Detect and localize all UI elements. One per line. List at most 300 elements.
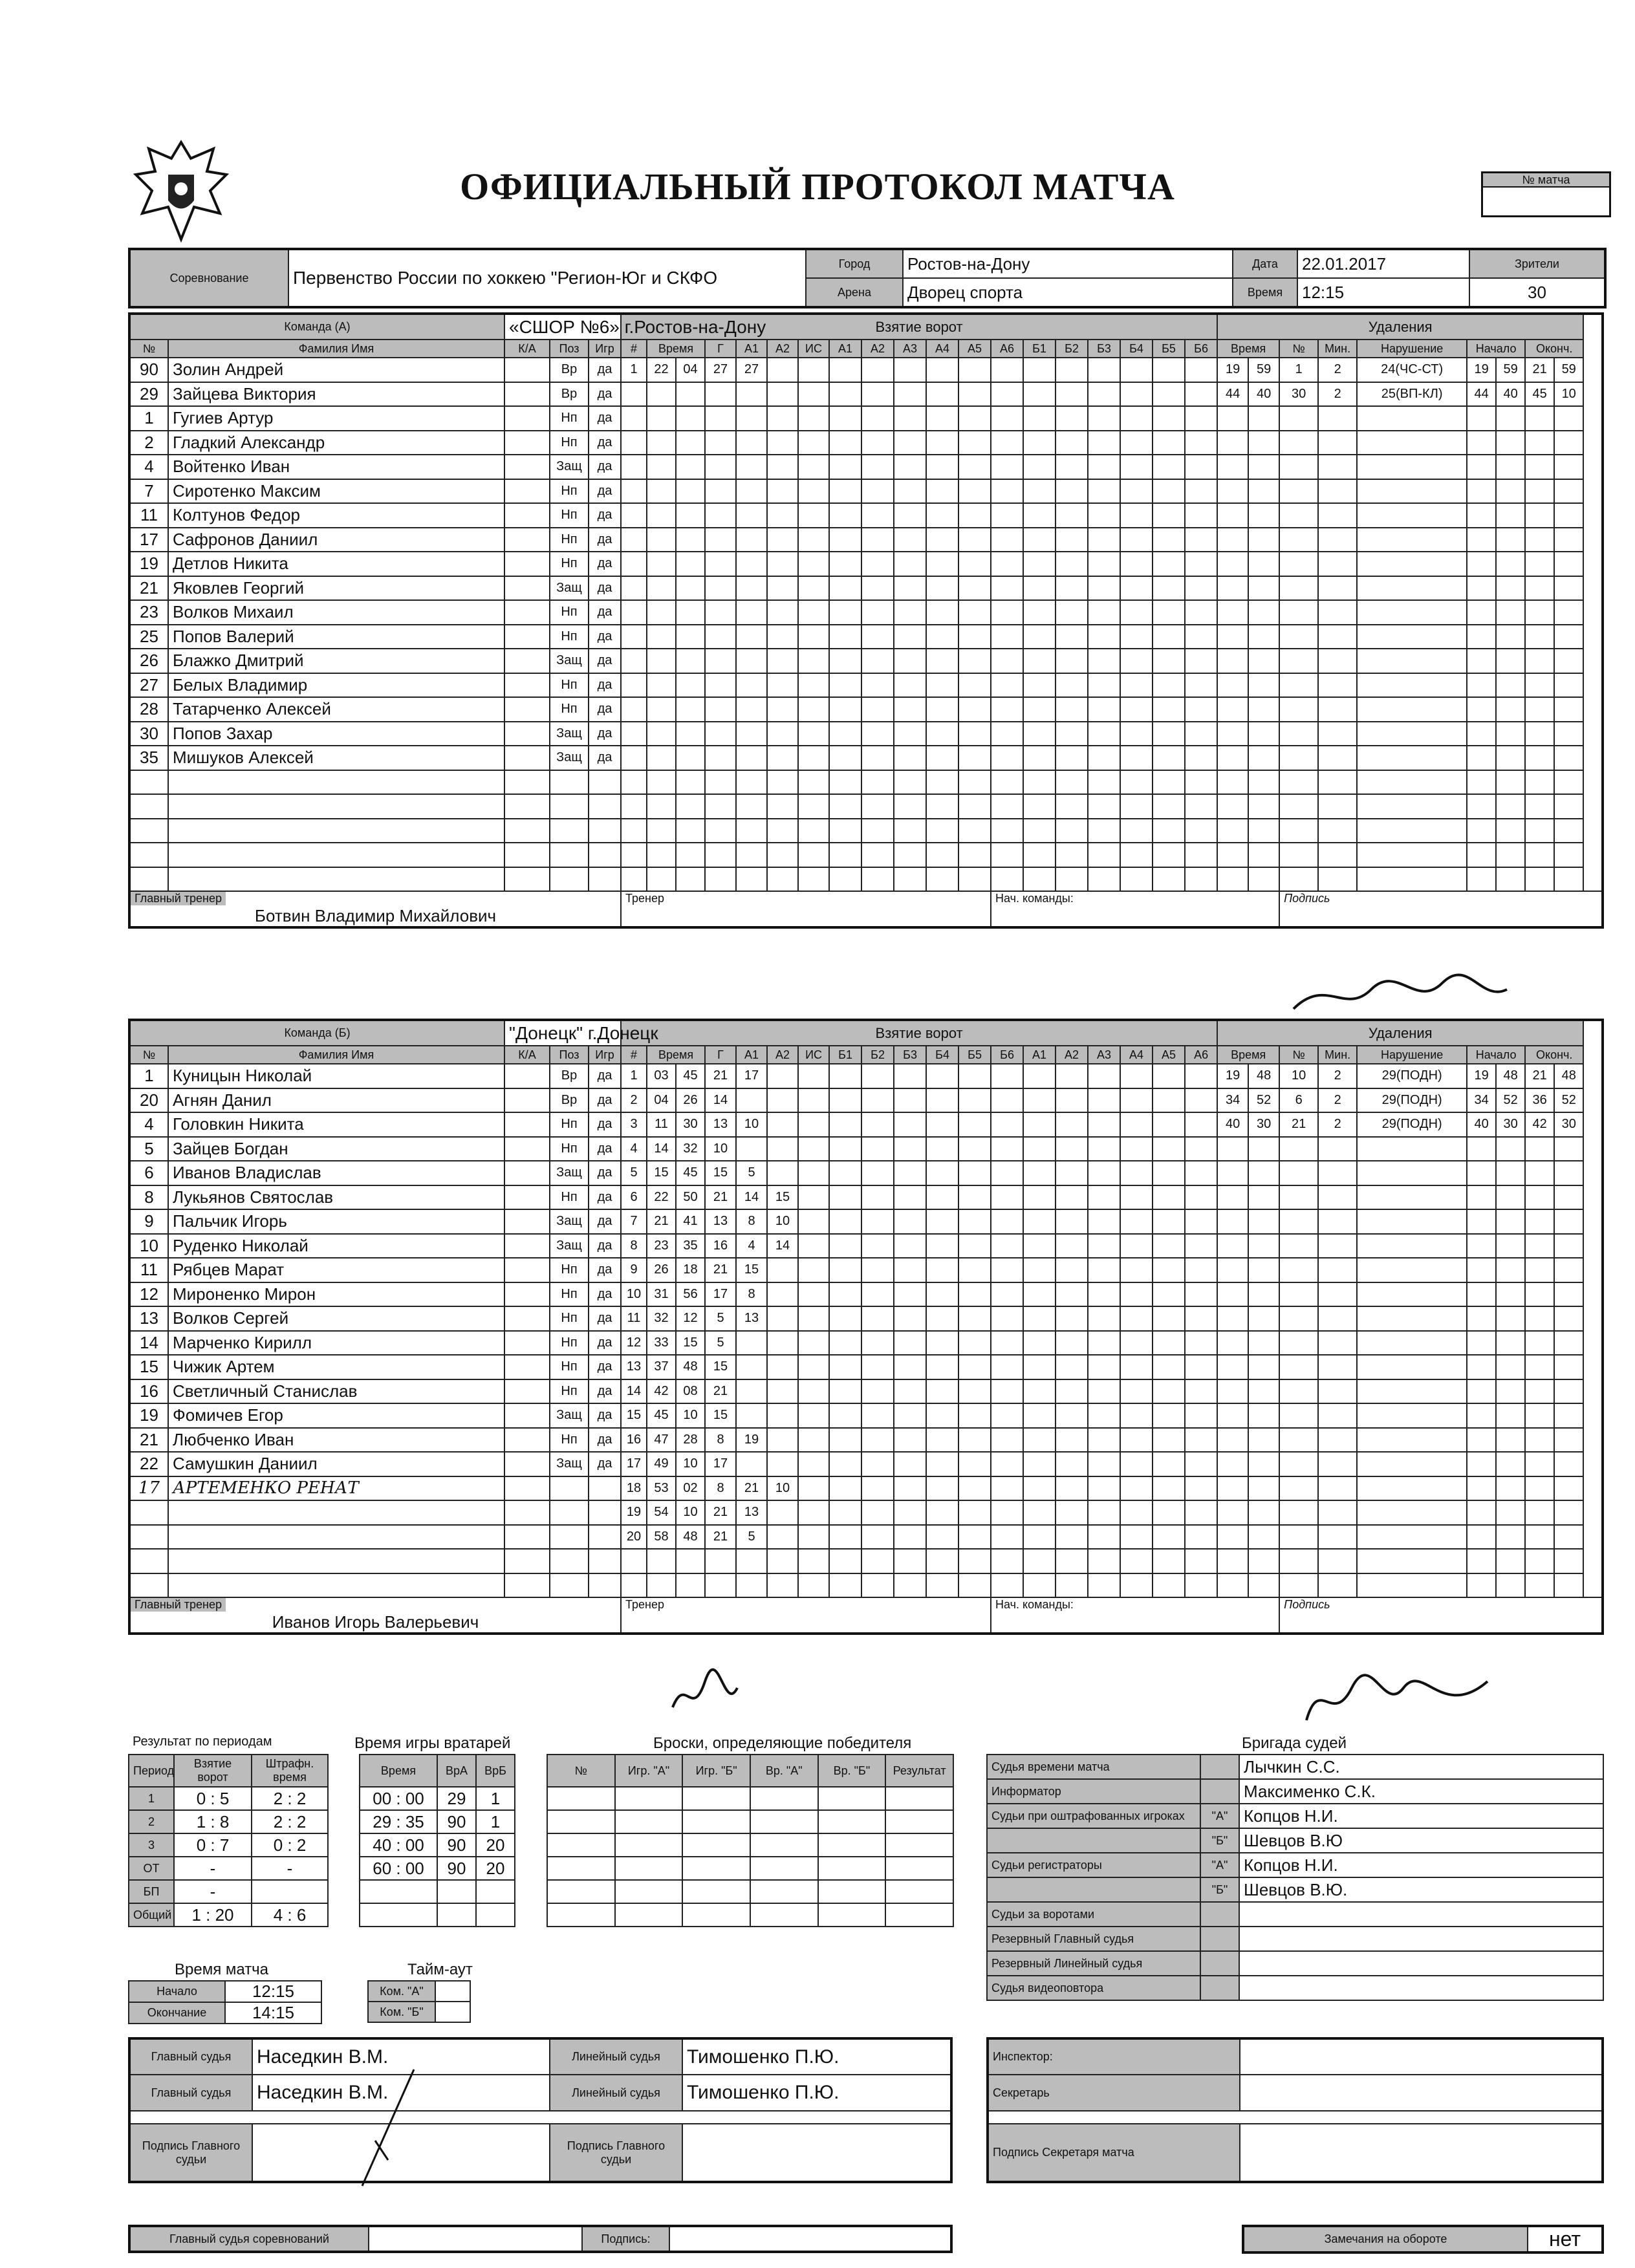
pen-player: [1279, 1331, 1318, 1355]
pen-min: [1217, 1234, 1248, 1258]
goal-no: 7: [621, 1209, 647, 1234]
pen-min: [1217, 1306, 1248, 1331]
col-onice-8: А3: [1088, 1046, 1120, 1064]
match-end-label: Окончание: [129, 2002, 225, 2024]
pen-min: [1217, 406, 1248, 431]
pen-start-min: 34: [1467, 1088, 1496, 1113]
pen-sec: [1248, 406, 1279, 431]
pen-player: [1279, 1428, 1318, 1453]
pen-player: [1279, 1573, 1318, 1598]
player-name: [168, 867, 504, 892]
pen-end-min: [1525, 770, 1554, 795]
periods-title: Результат по периодам: [133, 1734, 272, 1749]
pen-sec: [1248, 843, 1279, 867]
team_b-chief-label: Нач. команды:: [991, 1597, 1279, 1634]
goal-a2: [767, 1549, 798, 1573]
referee-name: [1239, 1902, 1603, 1927]
pen-end-sec: [1554, 431, 1583, 455]
pen-start-min: [1467, 770, 1496, 795]
player-name: [168, 843, 504, 867]
team_a-goals-header: Взятие ворот: [621, 314, 1217, 340]
match-time-table: [128, 1980, 322, 2024]
goal-scorer: [705, 528, 736, 552]
pen-end-sec: [1554, 746, 1583, 770]
pen-start-sec: [1496, 1137, 1525, 1161]
pen-violation: [1357, 1525, 1467, 1550]
pen-start-min: [1467, 406, 1496, 431]
pen-end-min: [1525, 1476, 1554, 1501]
goal-a1: [736, 431, 767, 455]
goal-a2: [767, 1500, 798, 1525]
col-pen-end: Оконч.: [1525, 1046, 1583, 1064]
goal-no: 18: [621, 1476, 647, 1501]
main-ref-value-2: Наседкин В.М.: [252, 2075, 550, 2111]
pen-end-sec: [1554, 673, 1583, 698]
player-no: 9: [129, 1209, 168, 1234]
goal-no: 6: [621, 1185, 647, 1210]
col-name: Фамилия Имя: [168, 1046, 504, 1064]
team_b-name: "Донецк" г.Донецк: [504, 1020, 621, 1046]
player-igr: да: [589, 1185, 621, 1210]
pen-min: [1217, 673, 1248, 698]
goalie-a: 90: [437, 1833, 476, 1857]
pen-end-min: [1525, 479, 1554, 504]
pen-violation: 25(ВП-КЛ): [1357, 382, 1467, 407]
pen-end-sec: 10: [1554, 382, 1583, 407]
col-pen-no: №: [1279, 1046, 1318, 1064]
pen-start-sec: [1496, 528, 1525, 552]
pen-min: [1217, 431, 1248, 455]
player-name: Фомичев Егор: [168, 1403, 504, 1428]
team_b-penalties-header: Удаления: [1217, 1020, 1583, 1046]
col-onice-2: А3: [894, 340, 926, 358]
goal-scorer: 15: [705, 1355, 736, 1379]
goal-sec: 45: [676, 1161, 705, 1185]
table-row: [360, 1833, 515, 1857]
pen-sec: [1248, 746, 1279, 770]
table-row: [129, 843, 1603, 867]
player-igr: да: [589, 1452, 621, 1476]
goalie-time: 60 : 00: [360, 1857, 437, 1880]
goal-a2: [767, 1403, 798, 1428]
goal-no: 4: [621, 1137, 647, 1161]
goal-scorer: [705, 406, 736, 431]
goal-sec: 10: [676, 1452, 705, 1476]
player-name: Детлов Никита: [168, 552, 504, 576]
col-onice-6: А1: [1023, 1046, 1056, 1064]
pen-end-sec: [1554, 479, 1583, 504]
pen-start-sec: 40: [1496, 382, 1525, 407]
pen-end-sec: [1554, 552, 1583, 576]
pen-end-min: [1525, 528, 1554, 552]
player-igr: да: [589, 358, 621, 382]
goalie-b: 1: [476, 1810, 515, 1833]
goal-scorer: [705, 770, 736, 795]
pen-min: [1217, 600, 1248, 625]
player-igr: да: [589, 576, 621, 601]
officials-table: [128, 2037, 953, 2183]
table-row: [360, 1787, 515, 1810]
pen-end-min: [1525, 843, 1554, 867]
team_a-name: «СШОР №6» г.Ростов-на-Дону: [504, 314, 621, 340]
pen-start-sec: [1496, 431, 1525, 455]
col-pos: Поз: [550, 340, 589, 358]
pen-minutes: [1318, 697, 1357, 722]
period-goals: 0 : 7: [174, 1833, 252, 1857]
pen-start-min: [1467, 673, 1496, 698]
goal-sec: [676, 382, 705, 407]
team_a-trainer-label: Тренер: [621, 891, 991, 927]
pen-start-min: [1467, 625, 1496, 649]
pen-minutes: [1318, 1452, 1357, 1476]
pen-violation: [1357, 794, 1467, 819]
pen-violation: [1357, 1306, 1467, 1331]
col-onice-4: А5: [958, 340, 991, 358]
pen-min: [1217, 1355, 1248, 1379]
goal-a1: 15: [736, 1258, 767, 1282]
table-row: [129, 1903, 328, 1927]
pen-end-sec: [1554, 1379, 1583, 1404]
goal-scorer: 21: [705, 1258, 736, 1282]
referee-role: Судья времени матча: [987, 1755, 1200, 1779]
pen-start-sec: [1496, 1452, 1525, 1476]
player-igr: да: [589, 406, 621, 431]
pen-end-sec: [1554, 1355, 1583, 1379]
competition-label: Соревнование: [129, 249, 288, 307]
goal-no: [621, 431, 647, 455]
team_b-goals-header: Взятие ворот: [621, 1020, 1217, 1046]
pen-violation: [1357, 431, 1467, 455]
goal-scorer: [705, 649, 736, 673]
goal-sec: [676, 673, 705, 698]
col-a2: А2: [767, 340, 798, 358]
pen-player: [1279, 746, 1318, 770]
goal-a2: [767, 479, 798, 504]
goal-min: [647, 406, 676, 431]
period-penalties: 0 : 2: [252, 1833, 328, 1857]
goal-no: 16: [621, 1428, 647, 1453]
pen-end-min: [1525, 1161, 1554, 1185]
team_a-penalties-header: Удаления: [1217, 314, 1583, 340]
pen-sec: [1248, 867, 1279, 892]
line-ref-value-1: Тимошенко П.Ю.: [682, 2038, 951, 2075]
date-value: 22.01.2017: [1297, 249, 1469, 278]
pen-violation: [1357, 746, 1467, 770]
referee-role: Судьи регистраторы: [987, 1853, 1200, 1877]
time-label: Время: [1233, 278, 1297, 307]
goal-no: 12: [621, 1331, 647, 1355]
pen-violation: [1357, 1403, 1467, 1428]
pen-minutes: [1318, 746, 1357, 770]
shootout-col-1: Игр. "А": [615, 1755, 683, 1787]
goalie-time: [360, 1880, 437, 1903]
pen-violation: 29(ПОДН): [1357, 1088, 1467, 1113]
pen-min: [1217, 479, 1248, 504]
period-goals: -: [174, 1880, 252, 1903]
goal-a1: [736, 576, 767, 601]
pen-end-sec: [1554, 1137, 1583, 1161]
pen-sec: [1248, 673, 1279, 698]
table-row: [129, 1088, 1603, 1113]
player-no: 26: [129, 649, 168, 673]
player-pos: Нп: [550, 625, 589, 649]
goal-scorer: [705, 819, 736, 843]
goal-sec: 30: [676, 1112, 705, 1137]
pen-sec: [1248, 600, 1279, 625]
player-no: 17: [129, 528, 168, 552]
col-pen-no: №: [1279, 340, 1318, 358]
goalie-time: 00 : 00: [360, 1787, 437, 1810]
line-ref-label-1: Линейный судья: [550, 2038, 682, 2075]
pen-end-min: 36: [1525, 1088, 1554, 1113]
player-igr: да: [589, 503, 621, 528]
player-name: [168, 819, 504, 843]
pen-end-sec: [1554, 455, 1583, 479]
pen-start-min: [1467, 794, 1496, 819]
pen-player: [1279, 697, 1318, 722]
goal-no: [621, 455, 647, 479]
pen-start-sec: [1496, 552, 1525, 576]
player-igr: [589, 1549, 621, 1573]
timeout-title: Тайм-аут: [407, 1961, 473, 1978]
pen-start-sec: [1496, 722, 1525, 746]
player-igr: да: [589, 697, 621, 722]
col-goal-no: #: [621, 1046, 647, 1064]
pen-minutes: [1318, 1161, 1357, 1185]
pen-end-min: [1525, 697, 1554, 722]
referee-team: [1200, 1976, 1239, 2000]
col-onice-5: А6: [991, 340, 1023, 358]
table-row: [129, 1209, 1603, 1234]
pen-violation: [1357, 1428, 1467, 1453]
pen-minutes: [1318, 528, 1357, 552]
pen-min: 19: [1217, 358, 1248, 382]
period-goals: 0 : 5: [174, 1787, 252, 1810]
table-row: [129, 1880, 328, 1903]
col-a1: А1: [736, 1046, 767, 1064]
player-pos: [550, 770, 589, 795]
match-end-value: 14:15: [225, 2002, 321, 2024]
goal-a2: 14: [767, 1234, 798, 1258]
referee-team: "А": [1200, 1853, 1239, 1877]
pen-min: [1217, 722, 1248, 746]
referee-team: [1200, 1951, 1239, 1976]
player-igr: да: [589, 722, 621, 746]
table-row: [129, 1161, 1603, 1185]
player-name: Войтенко Иван: [168, 455, 504, 479]
player-pos: Нп: [550, 1379, 589, 1404]
col-pen-time: Время: [1217, 1046, 1279, 1064]
pen-start-sec: [1496, 867, 1525, 892]
player-name: [168, 1500, 504, 1525]
goal-a2: [767, 843, 798, 867]
pen-end-sec: [1554, 649, 1583, 673]
goalie-time-table: [359, 1754, 515, 1927]
pen-start-sec: [1496, 1234, 1525, 1258]
goal-sec: [676, 746, 705, 770]
col-pen-start: Начало: [1467, 1046, 1525, 1064]
pen-start-sec: [1496, 1403, 1525, 1428]
pen-min: [1217, 1525, 1248, 1550]
pen-end-min: [1525, 746, 1554, 770]
goal-a2: 10: [767, 1209, 798, 1234]
goal-min: 45: [647, 1403, 676, 1428]
table-row: [129, 722, 1603, 746]
pen-minutes: [1318, 794, 1357, 819]
goal-scorer: 14: [705, 1088, 736, 1113]
goal-scorer: 10: [705, 1137, 736, 1161]
player-igr: [589, 819, 621, 843]
pen-start-sec: 48: [1496, 1064, 1525, 1088]
goal-sec: [676, 600, 705, 625]
periods-col-period: Период: [129, 1755, 174, 1787]
goal-a1: [736, 770, 767, 795]
player-igr: [589, 843, 621, 867]
pen-sec: [1248, 1209, 1279, 1234]
goalie-a: [437, 1903, 476, 1927]
pen-min: [1217, 1185, 1248, 1210]
goal-scorer: 27: [705, 358, 736, 382]
player-igr: да: [589, 1088, 621, 1113]
trainer-b-signature: [666, 1669, 744, 1727]
pen-start-sec: [1496, 455, 1525, 479]
table-row: [987, 1853, 1603, 1877]
pen-min: [1217, 1161, 1248, 1185]
pen-player: [1279, 600, 1318, 625]
col-pen-time: Время: [1217, 340, 1279, 358]
player-igr: [589, 1476, 621, 1501]
goal-a1: [736, 1573, 767, 1598]
period-goals: -: [174, 1857, 252, 1880]
referee-role: Резервный Главный судья: [987, 1927, 1200, 1951]
pen-end-sec: [1554, 1258, 1583, 1282]
col-goal-time: Время: [647, 340, 705, 358]
goal-min: 04: [647, 1088, 676, 1113]
pen-start-sec: [1496, 649, 1525, 673]
pen-sec: [1248, 552, 1279, 576]
table-row: [987, 1976, 1603, 2000]
player-no: 10: [129, 1234, 168, 1258]
goal-scorer: [705, 722, 736, 746]
col-onice-1: Б2: [861, 1046, 894, 1064]
pen-minutes: [1318, 576, 1357, 601]
pen-end-min: [1525, 867, 1554, 892]
goal-a2: [767, 697, 798, 722]
goal-sec: 26: [676, 1088, 705, 1113]
city-label: Город: [806, 249, 903, 278]
player-igr: да: [589, 1161, 621, 1185]
table-row: [129, 1500, 1603, 1525]
goal-a2: [767, 1331, 798, 1355]
player-no: 29: [129, 382, 168, 407]
goal-a2: [767, 1064, 798, 1088]
goal-no: [621, 746, 647, 770]
goal-no: 9: [621, 1258, 647, 1282]
goalie-b: [476, 1880, 515, 1903]
pen-start-min: 44: [1467, 382, 1496, 407]
goal-min: [647, 867, 676, 892]
col-igr: Игр: [589, 1046, 621, 1064]
col-igr: Игр: [589, 340, 621, 358]
goal-sec: 10: [676, 1403, 705, 1428]
player-no: [129, 1500, 168, 1525]
goal-a2: [767, 1161, 798, 1185]
pen-player: [1279, 1500, 1318, 1525]
table-row: [129, 697, 1603, 722]
match-number-box: [1481, 171, 1611, 217]
pen-end-sec: [1554, 867, 1583, 892]
goal-min: 11: [647, 1112, 676, 1137]
goal-sec: 15: [676, 1331, 705, 1355]
table-row: [360, 1880, 515, 1903]
pen-start-sec: [1496, 746, 1525, 770]
pen-start-min: [1467, 697, 1496, 722]
table-row: [129, 649, 1603, 673]
goal-a2: [767, 770, 798, 795]
player-igr: да: [589, 552, 621, 576]
pen-minutes: 2: [1318, 382, 1357, 407]
match-start-label: Начало: [129, 1981, 225, 2002]
pen-start-min: [1467, 1306, 1496, 1331]
pen-end-min: [1525, 673, 1554, 698]
period-goals: 1 : 8: [174, 1810, 252, 1833]
player-no: 14: [129, 1331, 168, 1355]
pen-min: [1217, 576, 1248, 601]
pen-end-min: [1525, 722, 1554, 746]
player-pos: Защ: [550, 1234, 589, 1258]
col-onice-9: А4: [1120, 1046, 1153, 1064]
player-name: Мироненко Мирон: [168, 1282, 504, 1307]
player-pos: Вр: [550, 382, 589, 407]
pen-min: [1217, 794, 1248, 819]
player-no: [129, 819, 168, 843]
goal-sec: 35: [676, 1234, 705, 1258]
player-no: 7: [129, 479, 168, 504]
goal-a1: [736, 1088, 767, 1113]
pen-end-sec: [1554, 1476, 1583, 1501]
goal-scorer: 8: [705, 1476, 736, 1501]
goalie-time: [360, 1903, 437, 1927]
pen-violation: 29(ПОДН): [1357, 1064, 1467, 1088]
player-igr: да: [589, 649, 621, 673]
player-igr: да: [589, 382, 621, 407]
pen-end-min: [1525, 1403, 1554, 1428]
referee-name: [1239, 1976, 1603, 2000]
player-name: Лукьянов Святослав: [168, 1185, 504, 1210]
goal-no: [621, 625, 647, 649]
pen-minutes: [1318, 1234, 1357, 1258]
pen-start-min: [1467, 1185, 1496, 1210]
goalie-b: 20: [476, 1857, 515, 1880]
pen-violation: [1357, 1331, 1467, 1355]
remarks-label: Замечания на обороте: [1243, 2226, 1528, 2252]
pen-start-min: [1467, 1500, 1496, 1525]
goal-a1: [736, 406, 767, 431]
referee-name: Копцов Н.И.: [1239, 1853, 1603, 1877]
goal-a1: [736, 479, 767, 504]
player-name: Головкин Никита: [168, 1112, 504, 1137]
goal-a1: 8: [736, 1282, 767, 1307]
pen-min: [1217, 819, 1248, 843]
pen-end-sec: [1554, 1525, 1583, 1550]
player-no: [129, 1573, 168, 1598]
goal-no: 17: [621, 1452, 647, 1476]
arena-label: Арена: [806, 278, 903, 307]
col-onice-11: Б6: [1185, 340, 1217, 358]
pen-end-min: 21: [1525, 358, 1554, 382]
team_a-sign-label: Подпись: [1279, 891, 1603, 927]
pen-violation: [1357, 1234, 1467, 1258]
